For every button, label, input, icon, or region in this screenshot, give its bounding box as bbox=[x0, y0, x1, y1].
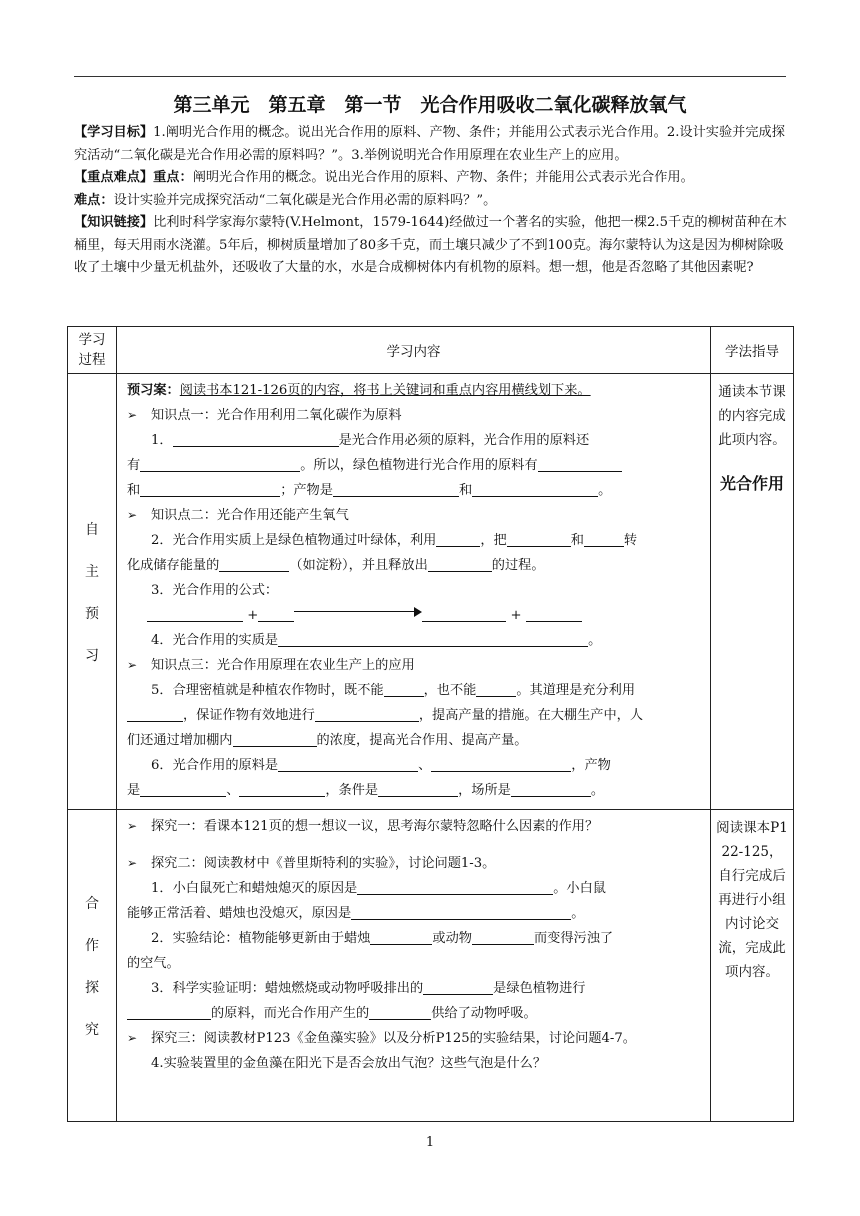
blank[interactable] bbox=[476, 680, 516, 697]
blank[interactable] bbox=[526, 605, 582, 622]
blank[interactable] bbox=[378, 780, 458, 797]
learning-goals bbox=[74, 122, 790, 167]
formula-line: + + bbox=[127, 603, 702, 628]
header-guide: 学法指导 bbox=[711, 327, 794, 374]
key-label: 【重点难点】 bbox=[74, 170, 154, 185]
link-label: 【知识链接】 bbox=[74, 215, 154, 230]
knowledge-link bbox=[74, 212, 790, 280]
self-study-label: 自 主 预 习 bbox=[68, 374, 117, 810]
explore-2: ➢ 探究二：阅读教材中《普里斯特利的实验》，讨论问题1-3。 bbox=[127, 856, 496, 871]
study-table bbox=[67, 326, 794, 1122]
header-content: 学习内容 bbox=[117, 327, 711, 374]
arrow-icon bbox=[294, 607, 422, 617]
blank[interactable] bbox=[431, 755, 571, 772]
header-rule bbox=[74, 76, 786, 77]
blank[interactable] bbox=[436, 530, 480, 547]
goal-text: 1.阐明光合作用的概念。说出光合作用的原料、产物、条件；并能用公式表示光合作用。2.设计实验并完成探究活动“二氧化碳是光合作用必需的原料吗？”。3.举例说明光合作用原理在农业生产上的应用。 bbox=[74, 125, 785, 163]
blank[interactable] bbox=[173, 430, 339, 447]
blank[interactable] bbox=[351, 903, 571, 920]
explore-3: ➢ 探究三：阅读教材P123《金鱼藻实验》以及分析P125的实验结果，讨论问题4-7。 bbox=[127, 1031, 636, 1046]
intro-section bbox=[74, 122, 790, 280]
knowledge-point-1: ➢ 知识点一：光合作用利用二氧化碳作为原料 bbox=[127, 408, 402, 423]
diff-label: 难点： bbox=[74, 192, 114, 208]
blank[interactable] bbox=[472, 928, 534, 945]
blank[interactable] bbox=[140, 455, 300, 472]
page-number: 1 bbox=[425, 1135, 435, 1150]
blank[interactable] bbox=[423, 978, 493, 995]
cooperative-content: ➢ 探究一：看课本121页的想一想议一议，思考海尔蒙特忽略什么因素的作用？ ➢ 探究二：阅读教材中《普里斯特利的实验》，讨论问题1-3。 1．小白鼠死亡和蜡烛熄灭的原因是 。小白鼠 能够正常活着、蜡烛也没熄灭，原因是 。 2．实验结论：植物能够更新由于蜡烛 或动物 而变得污浊了 的空气。 3．科学实验证明：蜡烛燃烧或动物呼吸排出的 是绿色植物进行 的原料，而光合作用产生的 供给了动物呼吸。 ➢ 探究三：阅读教材P123《金鱼藻实验》以及分析P125的实验结果，讨论问题4-7。 4.实验装置里的金鱼藻在阳光下是否会放出气泡？这些气泡是什么？ bbox=[117, 810, 711, 1122]
diff-text: 设计实验并完成探究活动“二氧化碳是光合作用必需的原料吗？”。 bbox=[113, 192, 497, 208]
blank[interactable] bbox=[472, 480, 598, 497]
blank[interactable] bbox=[127, 705, 183, 722]
blank[interactable] bbox=[278, 630, 588, 647]
blank[interactable] bbox=[140, 780, 226, 797]
blank[interactable] bbox=[511, 780, 591, 797]
blank[interactable] bbox=[219, 555, 289, 572]
blank[interactable] bbox=[538, 455, 622, 472]
blank[interactable] bbox=[370, 928, 432, 945]
header-process: 学习过程 bbox=[68, 327, 117, 374]
blank[interactable] bbox=[584, 530, 624, 547]
blank[interactable] bbox=[333, 480, 459, 497]
blank[interactable] bbox=[315, 705, 419, 722]
blank[interactable] bbox=[147, 605, 243, 622]
cooperative-row bbox=[68, 810, 794, 1122]
explore-1: ➢ 探究一：看课本121页的想一想议一议，思考海尔蒙特忽略什么因素的作用？ bbox=[127, 819, 599, 834]
blank[interactable] bbox=[140, 480, 280, 497]
knowledge-point-3: ➢ 知识点三：光合作用原理在农业生产上的应用 bbox=[127, 658, 415, 673]
blank[interactable] bbox=[357, 878, 553, 895]
blank[interactable] bbox=[384, 680, 424, 697]
difficult-points bbox=[74, 190, 790, 213]
blank[interactable] bbox=[258, 605, 294, 622]
blank[interactable] bbox=[422, 605, 506, 622]
goal-label: 【学习目标】 bbox=[74, 125, 154, 140]
guide-keyword: 光合作用 bbox=[719, 474, 784, 493]
knowledge-point-2: ➢ 知识点二：光合作用还能产生氧气 bbox=[127, 508, 349, 523]
blank[interactable] bbox=[239, 780, 325, 797]
table-header-row bbox=[68, 327, 794, 374]
blank[interactable] bbox=[127, 1003, 211, 1020]
self-study-row bbox=[68, 374, 794, 810]
self-study-content: 预习案：阅读书本121-126页的内容，将书上关键词和重点内容用横线划下来。 ➢ 知识点一：光合作用利用二氧化碳作为原料 1． 是光合作用必须的原料，光合作用的原料还 有 。所以，绿色植物进行光合作用的原料有 和 ；产物是 和 。 ➢ 知识点二：光合作用还能产生氧气 2．光合作用实质上是绿色植物通过叶绿体，利用 ，把 和 转 化成储存能量的 （如淀粉），并且释放出 的过程。 3．光合作用的公式： + + 4．光合作用的实质是 。 ➢ 知识点三：光合作用原理在农业生产上的应用 5．合理密植就是种植农作物时，既不能 ，也不能 。其道理是充分利用 ，保证作物有效地进行 ，提高产量的措施。在大棚生产中，人 们还通过增加棚内 的浓度，提高光合作用、提高产量。 6．光合作用的原料是 、 ，产物 是 、 ，条件是 ，场所是 。 bbox=[117, 374, 711, 810]
link-text: 比利时科学家海尔蒙特(V.Helmont，1579-1644)经做过一个著名的实验，他把一棵2.5千克的柳树苗种在木桶里，每天用雨水浇灌。5年后，柳树质量增加了80多千克，而土壤只减少了不到100克。海尔蒙特认为这是因为柳树除吸收了土壤中少量无机盐外，还吸收了大量的水，水是合成柳树体内有机物的原料。想一想，他是否忽略了其他因素呢? bbox=[74, 215, 787, 275]
cooperative-label: 合 作 探 究 bbox=[68, 810, 117, 1122]
cooperative-guide: 阅读课本P122-125，自行完成后再进行小组内讨论交流，完成此项内容。 bbox=[711, 810, 794, 1122]
self-study-guide: 通读本节课的内容完成此项内容。 光合作用 bbox=[711, 374, 794, 810]
key-text: 阐明光合作用的概念。说出光合作用的原料、产物、条件；并能用公式表示光合作用。 bbox=[192, 170, 694, 185]
blank[interactable] bbox=[507, 530, 571, 547]
page-title: 第三单元 第五章 第一节 光合作用吸收二氧化碳释放氧气 bbox=[173, 94, 687, 116]
blank[interactable] bbox=[428, 555, 492, 572]
key-points bbox=[74, 167, 790, 190]
blank[interactable] bbox=[233, 730, 317, 747]
key-sub-label: 重点： bbox=[153, 170, 193, 185]
blank[interactable] bbox=[278, 755, 418, 772]
blank[interactable] bbox=[369, 1003, 431, 1020]
